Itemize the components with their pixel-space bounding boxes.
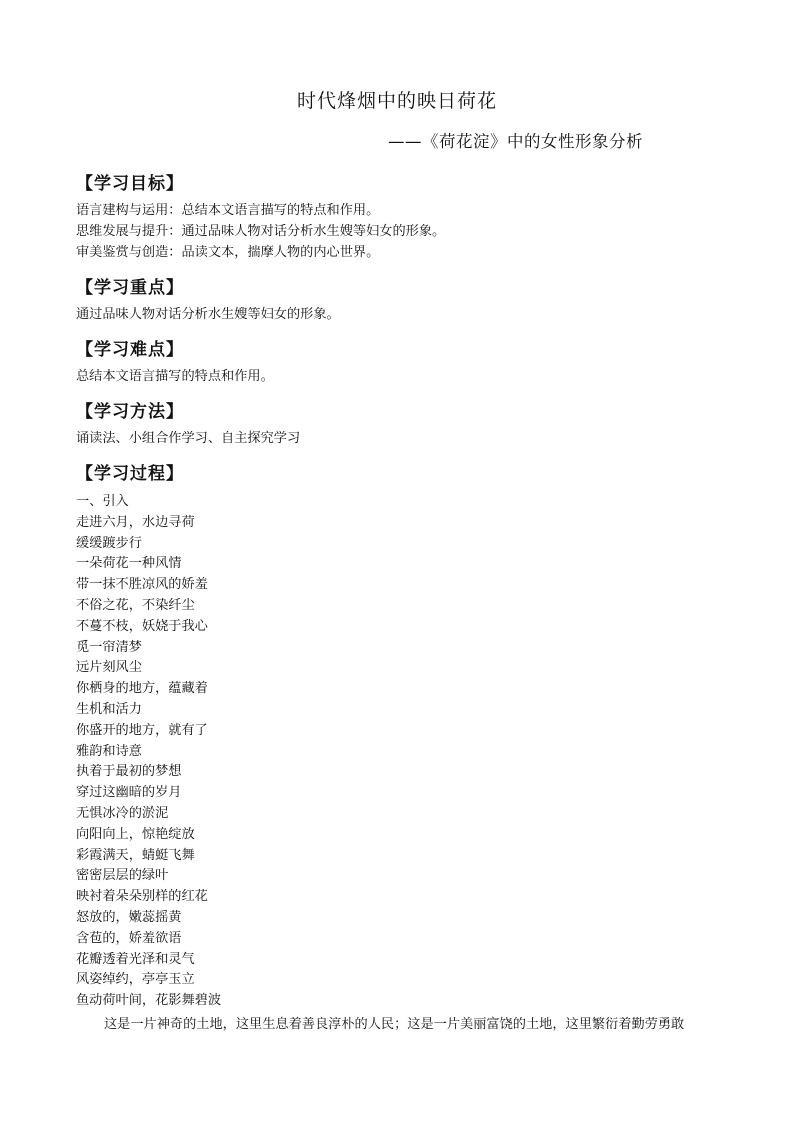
poem-line: 你盛开的地方，就有了 (76, 722, 208, 738)
poem-line: 你栖身的地方，蕴藏着 (76, 681, 208, 697)
methods-line: 诵读法、小组合作学习、自主探究学习 (76, 431, 301, 446)
key-points-line: 通过品味人物对话分析水生嫂等妇女的形象。 (76, 307, 340, 322)
poem-line: 一、引入 (76, 494, 129, 509)
body-paragraph: 这是一片神奇的土地，这里生息着善良淳朴的人民；这是一片美丽富饶的土地，这里繁衍着勤劳勇敢 (104, 1017, 685, 1032)
poem-line: 缓缓踱步行 (76, 535, 142, 551)
poem-line: 走进六月，水边寻荷 (76, 514, 195, 530)
document-title: 时代烽烟中的映日荷花 (296, 90, 497, 112)
methods-heading: 【学习方法】 (76, 402, 184, 422)
process-heading: 【学习过程】 (76, 464, 184, 484)
difficulties-heading: 【学习难点】 (76, 340, 184, 360)
difficulties-line: 总结本文语言描写的特点和作用。 (76, 369, 274, 384)
poem-line: 雅韵和诗意 (76, 743, 142, 759)
poem-line: 不俗之花，不染纤尘 (76, 597, 195, 613)
poem-line: 花瓣透着光泽和灵气 (76, 951, 195, 967)
poem-line: 远片刻风尘 (76, 660, 142, 676)
poem-line: 生机和活力 (76, 701, 142, 717)
key-points-heading: 【学习重点】 (76, 278, 184, 298)
poem-line: 鱼动荷叶间，花影舞碧波 (76, 993, 222, 1009)
poem-line: 密密层层的绿叶 (76, 868, 169, 884)
poem-line: 风姿绰约，亭亭玉立 (76, 972, 195, 988)
poem-line: 不蔓不枝，妖娆于我心 (76, 618, 208, 634)
poem-line: 一朵荷花一种风情 (76, 556, 182, 572)
poem-line: 觅一帘清梦 (76, 639, 142, 655)
poem-line: 怒放的，嫩蕊摇黄 (76, 909, 182, 925)
objectives-line: 审美鉴赏与创造：品读文本，揣摩人物的内心世界。 (76, 245, 380, 260)
poem-line: 含苞的，娇羞欲语 (76, 930, 182, 946)
poem-line: 彩霞满天，蜻蜓飞舞 (76, 847, 195, 863)
poem-line: 带一抹不胜凉风的娇羞 (76, 577, 208, 593)
poem-line: 无惧冰冷的淤泥 (76, 805, 169, 821)
objectives-line: 思维发展与提升：通过品味人物对话分析水生嫂等妇女的形象。 (76, 224, 446, 239)
poem-line: 向阳向上，惊艳绽放 (76, 826, 195, 842)
document-subtitle: ——《荷花淀》中的女性形象分析 (388, 132, 643, 151)
objectives-line: 语言建构与运用：总结本文语言描写的特点和作用。 (76, 203, 380, 218)
poem-line: 执着于最初的梦想 (76, 764, 182, 780)
poem-line: 映衬着朵朵别样的红花 (76, 889, 208, 905)
poem-line: 穿过这幽暗的岁月 (76, 785, 182, 801)
objectives-heading: 【学习目标】 (76, 174, 184, 194)
poem-lines (76, 492, 221, 1012)
